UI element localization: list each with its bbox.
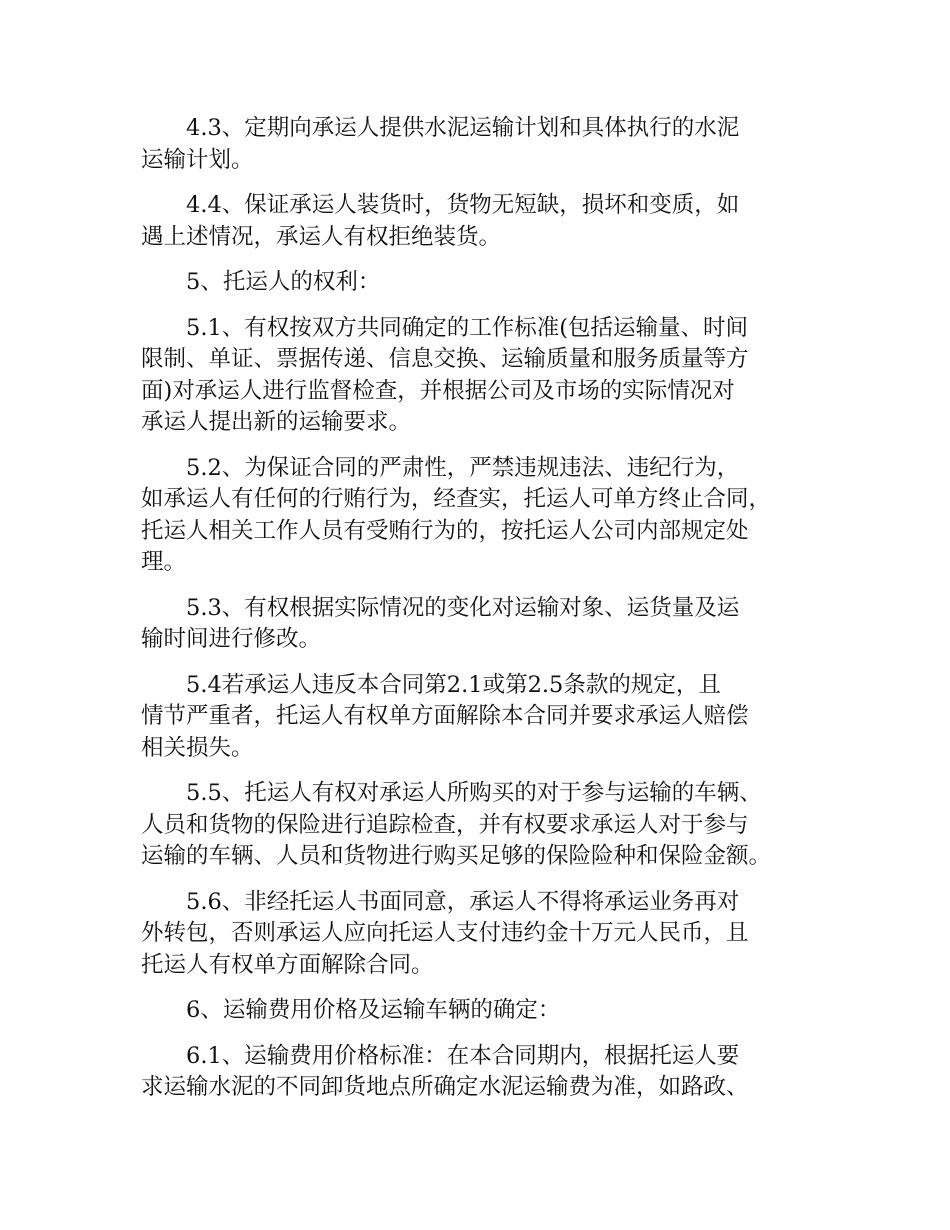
text-line: 理。 <box>141 549 187 575</box>
paragraph-4-4 <box>141 190 811 253</box>
paragraph-5-2 <box>141 453 811 579</box>
section-heading-6 <box>141 995 811 1027</box>
text-line: 相关损失。 <box>141 734 254 761</box>
text-line: 5.6、非经托运人书面同意，承运人不得将承运业务再对 <box>141 888 740 915</box>
paragraph-5-6 <box>141 887 811 982</box>
paragraph-5-5 <box>141 778 811 873</box>
text-line: 运输计划。 <box>141 146 254 173</box>
text-line: 运输的车辆、人员和货物进行购买足够的保险险种和保险金额。 <box>141 843 772 869</box>
paragraph-5-4 <box>141 670 811 765</box>
text-line: 承运人提出新的运输要求。 <box>141 409 412 435</box>
paragraph-6-1 <box>141 1041 811 1104</box>
text-line: 5.3、有权根据实际情况的变化对运输对象、运货量及运 <box>141 594 740 621</box>
text-line: 4.3、定期向承运人提供水泥运输计划和具体执行的水泥 <box>141 115 740 141</box>
text-line: 5.2、为保证合同的严肃性，严禁违规违法、违纪行为， <box>141 454 740 481</box>
paragraph-4-3 <box>141 113 811 176</box>
text-line: 遇上述情况，承运人有权拒绝装货。 <box>141 223 502 250</box>
text-line: 托运人有权单方面解除合同。 <box>141 951 434 978</box>
text-line: 5.1、有权按双方共同确定的工作标准(包括运输量、时间 <box>141 314 749 341</box>
text-line: 输时间进行修改。 <box>141 626 322 652</box>
text-line: 6、运输费用价格及运输车辆的确定： <box>141 997 561 1023</box>
text-line: 5、托运人的权利： <box>141 269 381 295</box>
paragraph-5-3 <box>141 593 811 656</box>
text-line: 6.1、运输费用价格标准：在本合同期内，根据托运人要 <box>141 1042 740 1069</box>
document-body <box>141 113 811 1118</box>
text-line: 4.4、保证承运人装货时，货物无短缺，损坏和变质，如 <box>141 192 740 218</box>
text-line: 求运输水泥的不同卸货地点所确定水泥运输费为准，如路政、 <box>141 1074 749 1100</box>
text-line: 托运人相关工作人员有受贿行为的，按托运人公司内部规定处 <box>141 517 749 544</box>
text-line: 人员和货物的保险进行追踪检查，并有权要求承运人对于参与 <box>141 811 749 838</box>
text-line: 5.5、托运人有权对承运人所购买的对于参与运输的车辆、 <box>141 780 762 806</box>
text-line: 限制、单证、票据传递、信息交换、运输质量和服务质量等方 <box>141 346 749 372</box>
text-line: 情节严重者，托运人有权单方面解除本合同并要求承运人赔偿 <box>141 703 749 729</box>
text-line: 5.4若承运人违反本合同第2.1或第2.5条款的规定，且 <box>141 671 721 698</box>
section-heading-5 <box>141 267 811 299</box>
paragraph-5-1 <box>141 313 811 439</box>
text-line: 面)对承运人进行监督检查，并根据公司及市场的实际情况对 <box>141 377 735 404</box>
text-line: 外转包，否则承运人应向托运人支付违约金十万元人民币，且 <box>141 920 749 946</box>
text-line: 如承运人有任何的行贿行为，经查实，托运人可单方终止合同， <box>141 486 772 512</box>
